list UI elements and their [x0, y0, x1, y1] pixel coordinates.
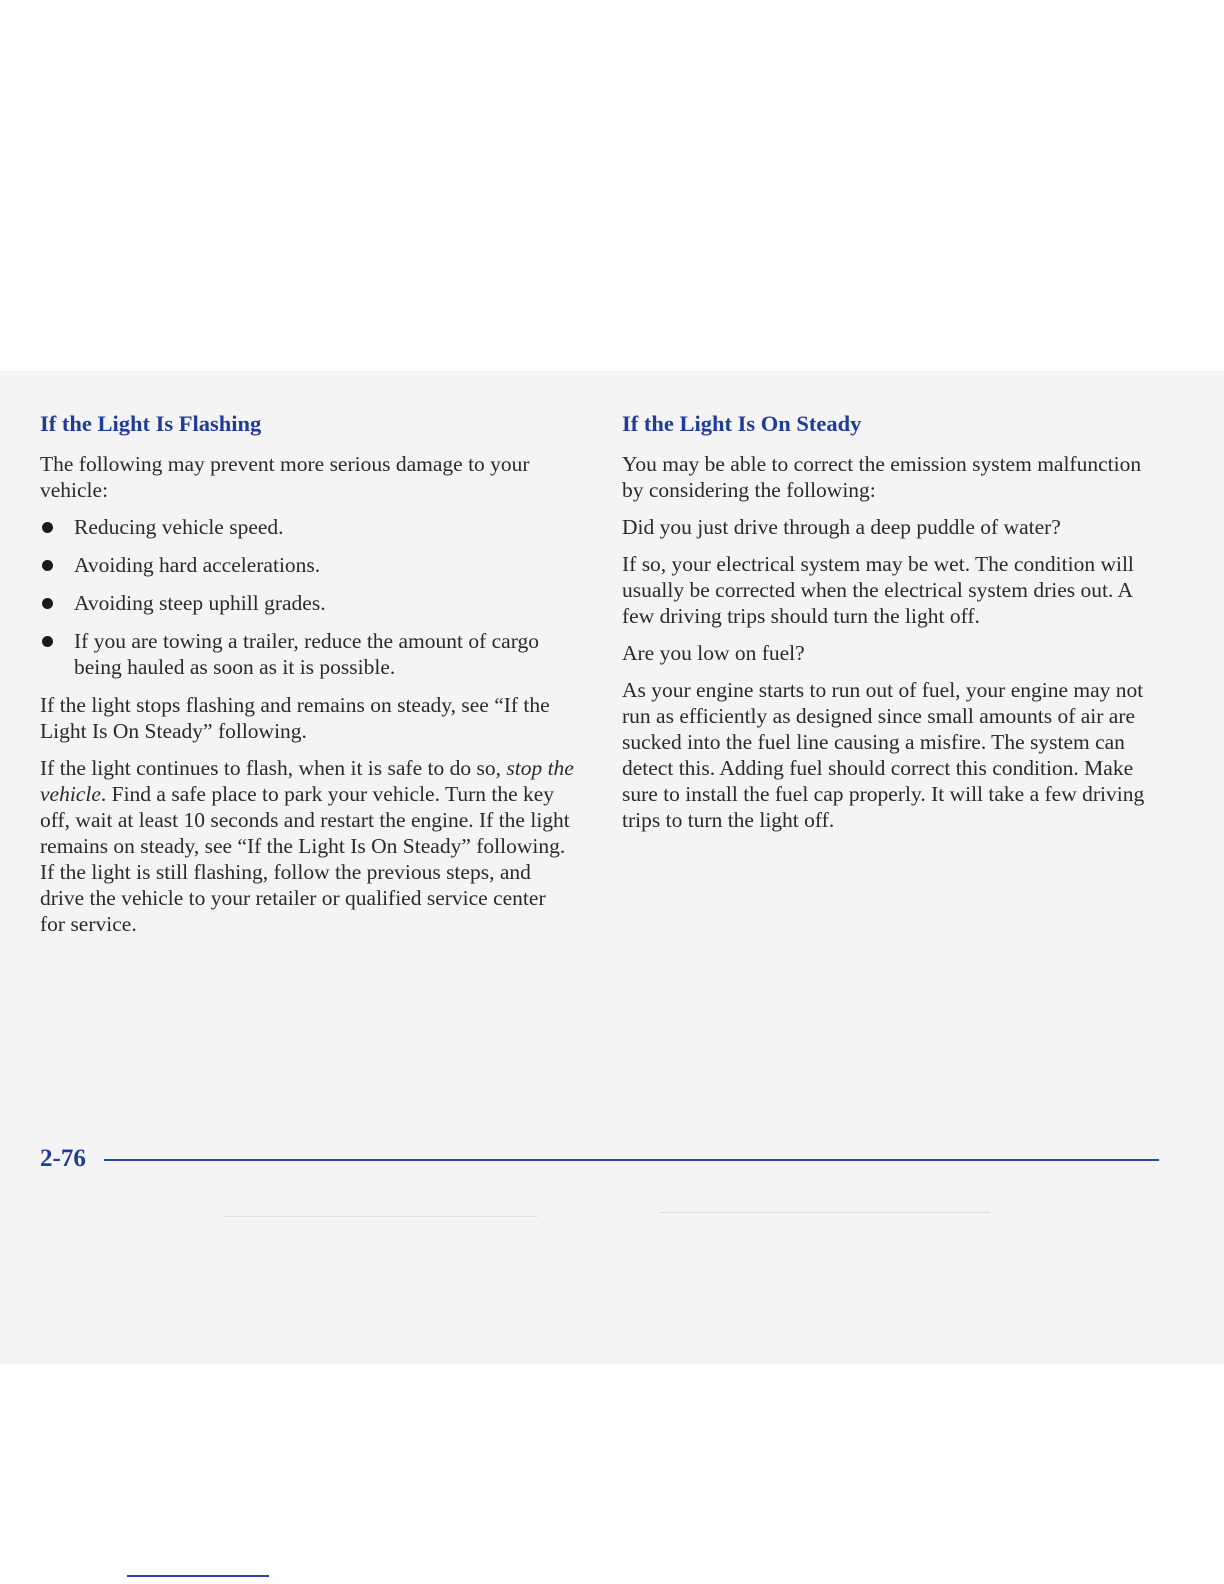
footer-rule [104, 1159, 1159, 1161]
bullet-icon [42, 598, 53, 609]
flashing-bullet-list [40, 514, 575, 680]
flashing-continues-paragraph [40, 755, 575, 937]
bullet-icon [42, 560, 53, 571]
right-column [622, 410, 1167, 844]
electrical-wet-paragraph: If so, your electrical system may be wet. The condition will usually be corrected when the electrical system dries out. A few driving trips should turn the light off. [622, 552, 1134, 628]
page-footer [40, 1144, 1159, 1174]
stop-vehicle-emphasis: stop the vehicle [40, 756, 574, 806]
bullet-item [40, 552, 575, 578]
bullet-icon [42, 636, 53, 647]
flashing-intro: The following may prevent more serious damage to your vehicle: [40, 452, 530, 502]
bullet-text: Avoiding hard accelerations. [74, 553, 321, 577]
flashing-continues-rest: . Find a safe place to park your vehicle. Turn the key off, wait at least 10 seconds and restart the engine. If the light remains on steady, see “If the Light Is On Steady” following. If the light is still flashing, follow the previous steps, and drive the vehicle to your retailer or qualified service center for service. [40, 782, 570, 936]
bullet-icon [42, 522, 53, 533]
left-column [40, 410, 575, 948]
bullet-item [40, 514, 575, 540]
steady-intro: You may be able to correct the emission system malfunction by considering the following: [622, 452, 1142, 502]
flashing-stops-paragraph: If the light stops flashing and remains on steady, see “If the Light Is On Steady” following. [40, 693, 550, 743]
bullet-text: Reducing vehicle speed. [74, 515, 284, 539]
faint-divider [660, 1212, 990, 1213]
fuel-misfire-paragraph: As your engine starts to run out of fuel, your engine may not run as efficiently as designed since small amounts of air are sucked into the fuel line causing a misfire. The system can detect this. Adding fuel should correct this condition. Make sure to install the fuel cap properly. It will take a few driving trips to turn the light off. [622, 678, 1145, 832]
bullet-text: Avoiding steep uphill grades. [74, 591, 326, 615]
bullet-item [40, 590, 575, 616]
bullet-text: If you are towing a trailer, reduce the amount of cargo being hauled as soon as it is possible. [74, 629, 539, 679]
faint-divider [225, 1216, 537, 1217]
flashing-continues-start: If the light continues to flash, when it is safe to do so, [40, 756, 507, 780]
low-fuel-question: Are you low on fuel? [622, 641, 805, 665]
bottom-rule-mark [127, 1575, 269, 1577]
puddle-question: Did you just drive through a deep puddle of water? [622, 515, 1061, 539]
heading-light-on-steady: If the Light Is On Steady [622, 411, 862, 436]
page-number: 2-76 [40, 1145, 86, 1172]
heading-light-flashing: If the Light Is Flashing [40, 411, 262, 436]
bullet-item [40, 628, 575, 680]
